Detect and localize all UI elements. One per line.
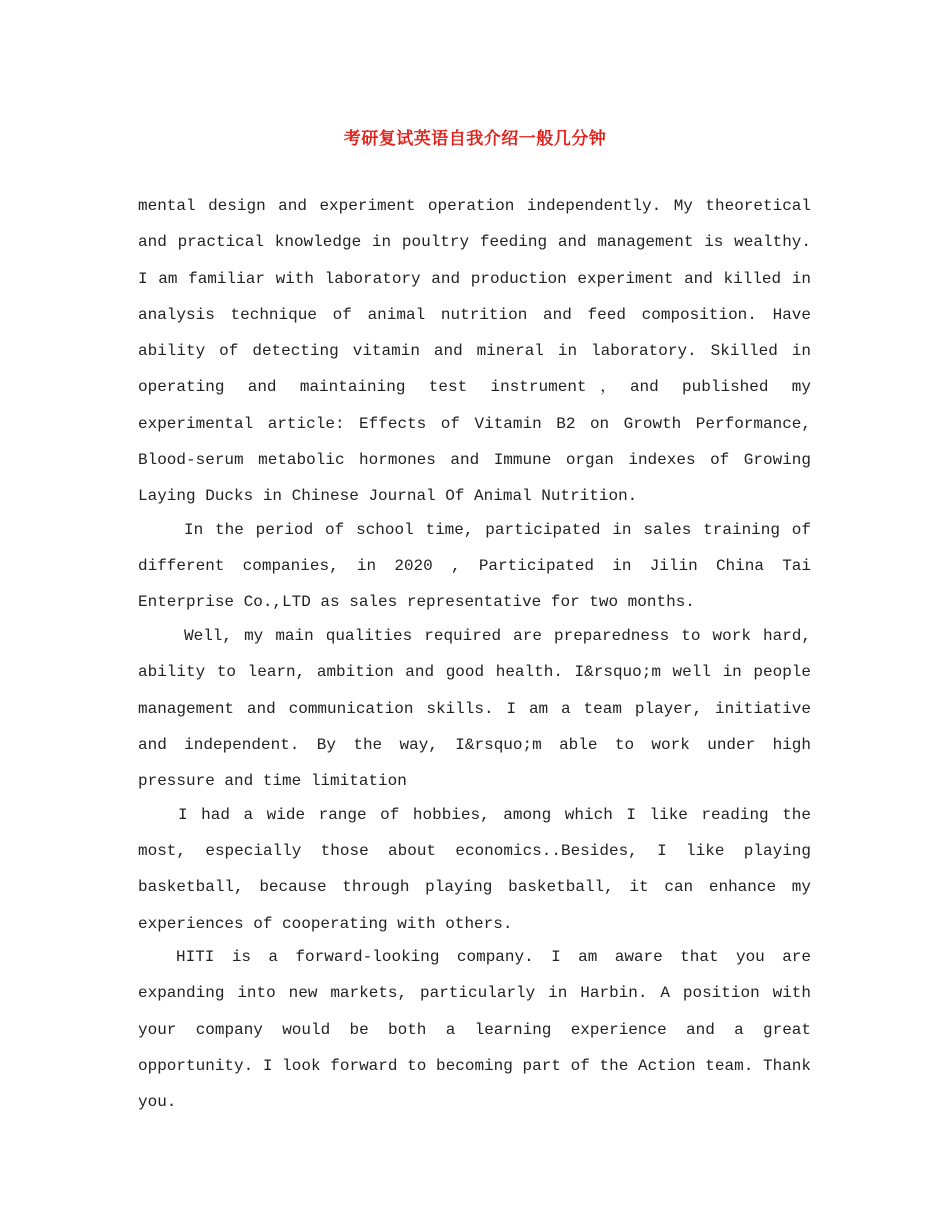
document-title: 考研复试英语自我介绍一般几分钟	[343, 129, 607, 149]
paragraph-hobbies: I had a wide range of hobbies, among which I like reading the most, especially those about economics..Besides, I like playing basketball, because through playing basketball, it can enhance my experiences of cooperating with others.	[138, 805, 811, 933]
document-body	[138, 188, 811, 1121]
paragraph-company: HITI is a forward-looking company. I am aware that you are expanding into new markets, particularly in Harbin. A position with your company would be both a learning experience and a great opportunity. I look forward to becoming part of the Action team. Thank you.	[138, 948, 811, 1112]
paragraph-sales-training: In the period of school time, participated in sales training of different companies, in 2020 , Participated in Jilin China Tai Enterprise Co.,LTD as sales representative for two months.	[138, 520, 811, 612]
paragraph-experience: mental design and experiment operation independently. My theoretical and practical knowledge in poultry feeding and management is wealthy. I am familiar with laboratory and production experiment and killed in analysis technique of animal nutrition and feed composition. Have ability of detecting vitamin and mineral in laboratory. Skilled in operating and maintaining test instrument，and published my experimental article: Effects of Vitamin B2 on Growth Performance, Blood-serum metabolic hormones and Immune organ indexes of Growing Laying Ducks in Chinese Journal Of Animal Nutrition.	[138, 197, 811, 506]
paragraph-qualities: Well, my main qualities required are preparedness to work hard, ability to learn, ambition and good health. I&rsquo;m well in people management and communication skills. I am a team player, initiative and independent. By the way, I&rsquo;m able to work under high pressure and time limitation	[138, 626, 811, 791]
